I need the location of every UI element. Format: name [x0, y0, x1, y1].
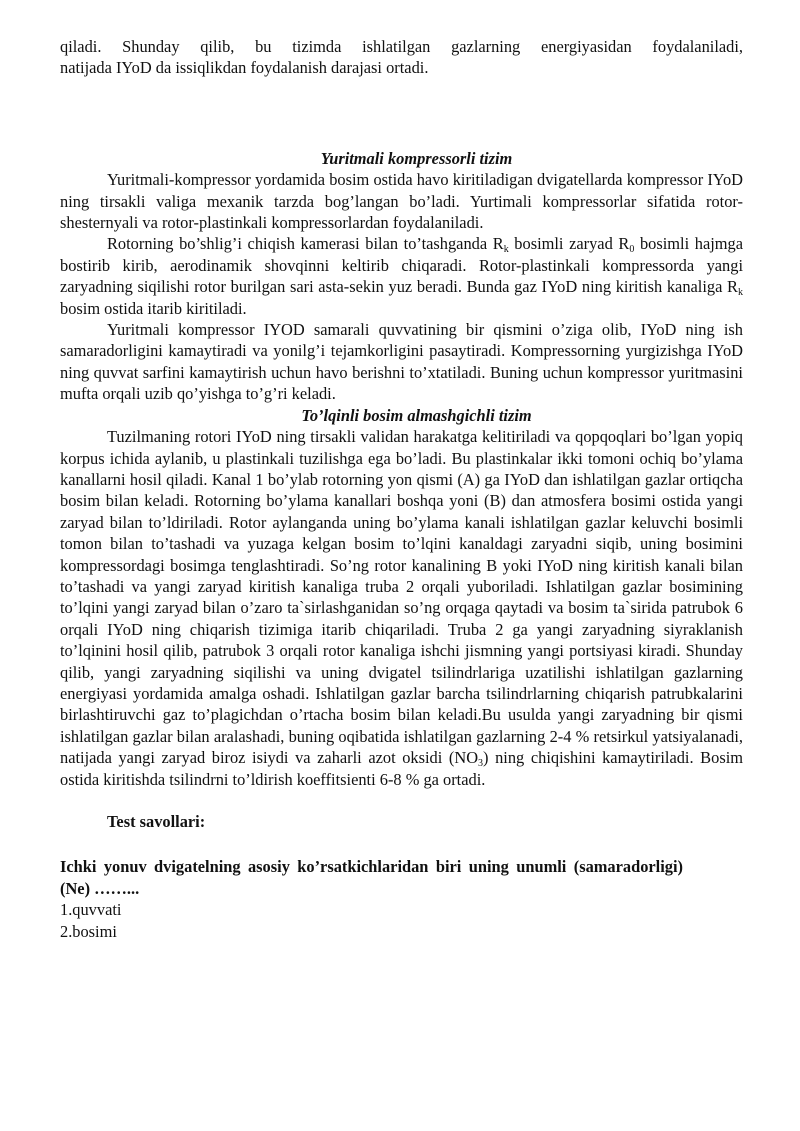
answer-option: 2.bosimi	[60, 921, 117, 941]
text-span: bosimli hajmga bostirib kirib, aerodinamik shovqinni keltirib chiqaradi. Rotor-plastinkali kompressorda yangi zaryadning siqilishi rotor burilgan sari asta-sekin yuz beradi. Bunda gaz IYoD ning kiritish kanaliga R	[60, 234, 743, 297]
paragraph	[60, 426, 743, 790]
text-span: bosim ostida itarib kiritiladi.	[60, 298, 247, 318]
section-heading-wave: To’lqinli bosim almashgichli tizim	[301, 405, 532, 425]
paragraph: Yuritmali kompressor IYOD samarali quvvatining bir qismini o’ziga olib, IYoD ning ish samaradorligini kamaytiradi va yonilg’i tejamkorligini pasaytiradi. Kompressorning yurgizishga IYoD ning quvvat sarfini kamaytirish uchun havo berishni to’xtatiladi. Buning uchun kompressor yuritmasini mufta orqali uzib qo’yishga to’g’ri keladi.	[60, 320, 743, 404]
test-question: Ichki yonuv dvigatelning asosiy ko’rsatkichlaridan biri uning unumli (samaradorligi) (Ne) ……...	[60, 857, 683, 898]
text-span: ) ning chiqishini kamaytiriladi. Bosim ostida kiritishda tsilindrni to’ldirish koeffitsienti 6-8 % ga ortadi.	[60, 748, 743, 789]
subscript: k	[503, 244, 509, 256]
intro-paragraph	[60, 36, 743, 57]
test-heading: Test savollari:	[107, 812, 206, 831]
answer-option: 1.quvvati	[60, 900, 122, 920]
text-span: Rotorning bo’shlig’i chiqish kamerasi bilan to’tashganda R	[107, 234, 504, 254]
paragraph	[60, 233, 743, 319]
section-heading-compressor: Yuritmali kompressorli tizim	[320, 148, 513, 168]
paragraph: Yuritmali-kompressor yordamida bosim ostida havo kiritiladigan dvigatellarda kompressor IYoD ning tirsakli valiga mexanik tarzda bog’langan bo’ladi. Yurtimali kompressorlar sifatida rotor-shesternyali va rotor-plastinkali kompressorlardan foydalaniladi.	[60, 170, 743, 233]
spacer	[60, 790, 743, 811]
subscript: 0	[629, 244, 635, 256]
intro-paragraph-end	[60, 57, 743, 78]
subscript: k	[738, 287, 743, 299]
text-span: bosimli zaryad R	[508, 234, 630, 254]
document-page	[60, 36, 743, 942]
spacer	[60, 832, 743, 856]
intro-line-b: natijada IYoD da issiqlikdan foydalanish darajasi ortadi.	[60, 58, 429, 78]
intro-line-a: qiladi. Shunday qilib, bu tizimda ishlatilgan gazlarning energiyasidan foydalaniladi,	[60, 37, 743, 56]
text-span: Tuzilmaning rotori IYoD ning tirsakli validan harakatga kelitiriladi va qopqoqlari bo’lgan yopiq korpus ichida aylanib, u plastinkali tuzilishga ega bo’ladi. Bu plastinkalar ikki tomoni ochiq bo’ylama kanallarni hosil qiladi. Kanal 1 bo’ylab rotorning yon qismi (A) ga IYoD dan ishlatilgan gazlar ortiqcha bosim bilan keladi. Rotorning bo’ylama kanallari boshqa yoni (B) dan atmosfera bosimi ostida yangi zaryad bilan to’ldiriladi. Rotor aylanganda uning bo’ylama kanali ishlatilgan gazlar keluvchi bosimli tomon bilan to’tashadi va yuzaga kelgan bosim to’lqini kanaldagi zaryadni siqib, uning bosimini kompressordagi bosimga tenglashtiradi. So’ng rotor kanalining B yoki IYoD ning kiritish kanali bilan to’tashadi va yangi zaryad kiritish kanaliga truba 2 orqali yuboriladi. Ishlatilgan gazlar bosimining to’lqini yangi zaryad bilan o’zaro ta`sirlashganidan so’ng orqaga qaytadi va bosim ta`sirida patrubok 6 orqali IYoD ning chiqarish tizimiga itarib chiqariladi. Truba 2 ga yangi zaryadning siyraklanish to’lqinini hosil qilib, patrubok 3 orqali rotor kanaliga ishchi jismning yangi portsiyasi kiradi. Shunday qilib, yangi zaryadning siqilishi va uning dvigatel tsilindrlariga uzatilishi ishlatilgan gazlarning energiyasi yordamida amalga oshadi. Ishlatilgan gazlar barcha tsilindrlarning chiqarish patrubkalarini birlashtiruvchi gaz to’plagichdan o’rtacha bosim bilan keladi.Bu usulda yangi zaryadning bir qismi ishlatilgan gazlar bilan aralashadi, buning oqibatida ishlatilgan gazlarning 2-4 % retsirkul yatsiyalanadi, natijada yangi zaryad biroz isiydi va zaharli azot oksidi (NO	[60, 427, 743, 768]
subscript: 3	[478, 758, 484, 770]
